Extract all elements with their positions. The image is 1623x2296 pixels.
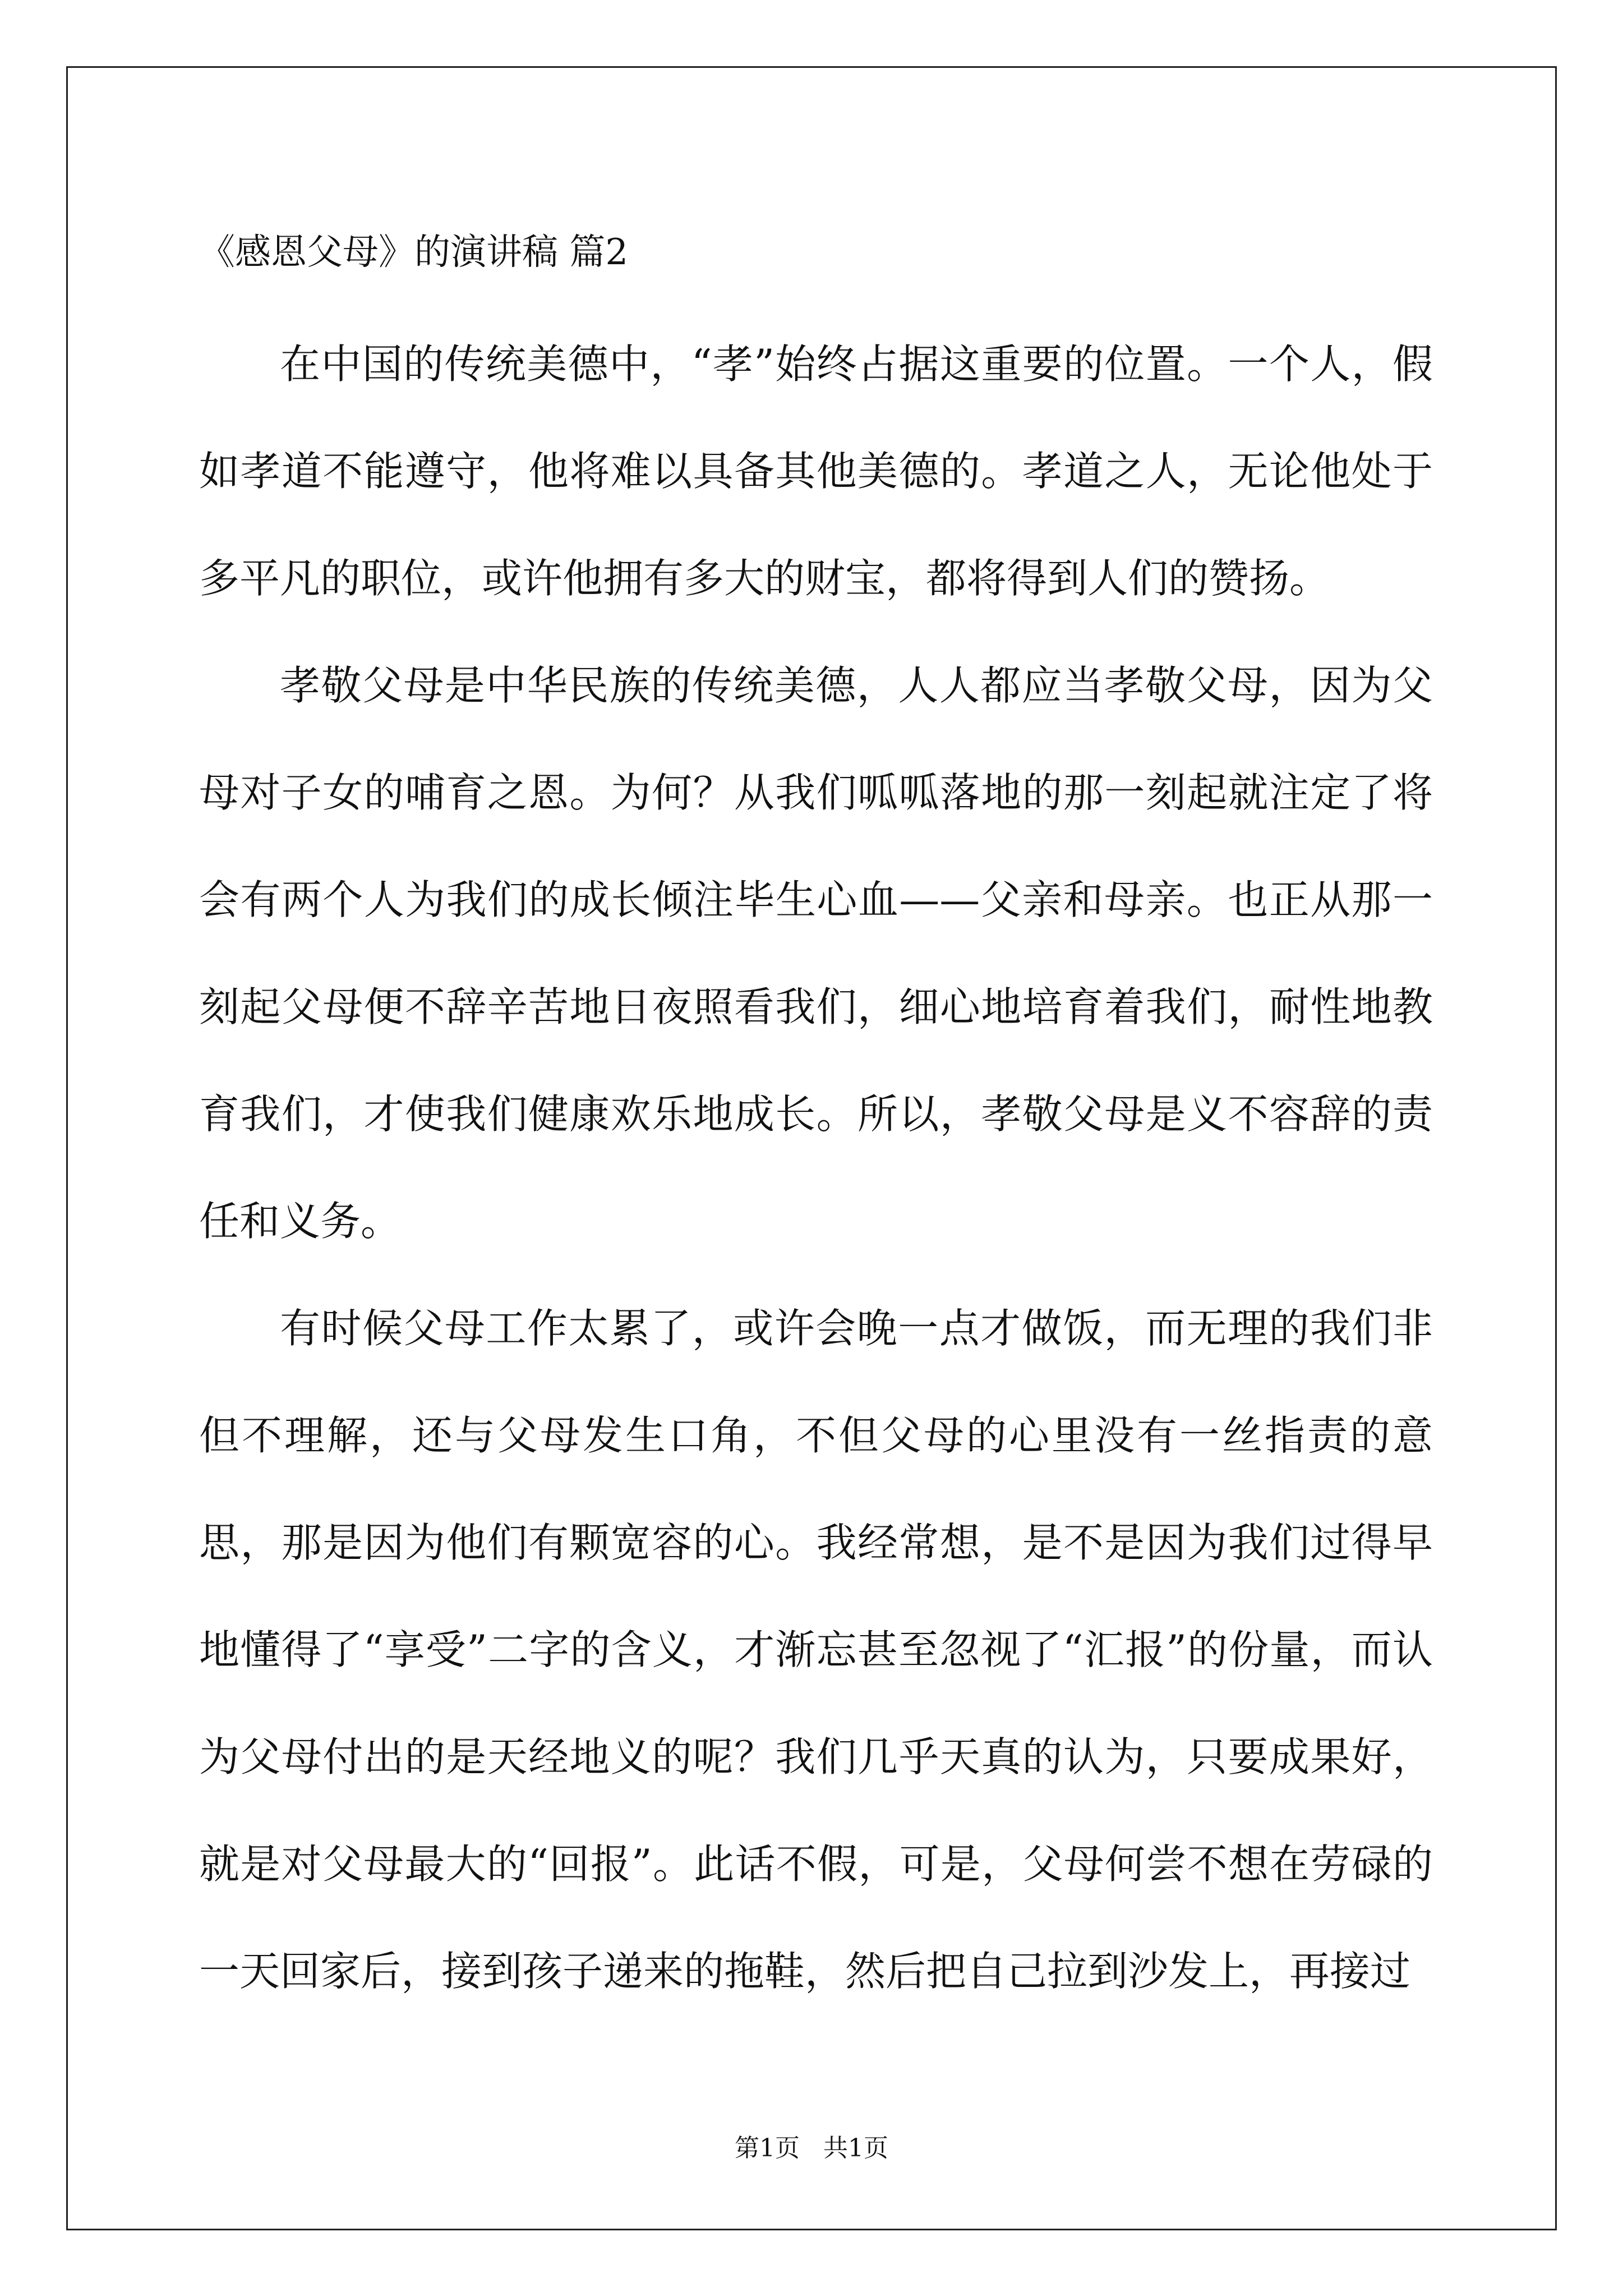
paragraph-3: 有时候父母工作太累了，或许会晚一点才做饭，而无理的我们非但不理解，还与父母发生口角，不但父母的心里没有一丝指责的意思，那是因为他们有颗宽容的心。我经常想，是不是因为我们过得早地懂得了“享受”二字的含义，才渐忘甚至忽视了“汇报”的份量，而认为父母付出的是天经地义的呢？我们几乎天真的认为，只要成果好，就是对父母最大的“回报”。此话不假，可是，父母何尝不想在劳碌的一天回家后，接到孩子递来的拖鞋，然后把自己拉到沙发上，再接过 — [199, 1305, 1433, 1995]
paragraph-1: 在中国的传统美德中，“孝”始终占据这重要的位置。一个人，假如孝道不能遵守，他将难以具备其他美德的。孝道之人，无论他处于多平凡的职位，或许他拥有多大的财宝，都将得到人们的赞扬。 — [199, 341, 1433, 602]
document-title: 《感恩父母》的演讲稿 篇2 — [199, 232, 629, 273]
paragraph-2: 孝敬父母是中华民族的传统美德，人人都应当孝敬父母，因为父母对子女的哺育之恩。为何？从我们呱呱落地的那一刻起就注定了将会有两个人为我们的成长倾注毕生心血——父亲和母亲。也正从那一刻起父母便不辞辛苦地日夜照看我们，细心地培育着我们，耐性地教育我们，才使我们健康欢乐地成长。所以，孝敬父母是义不容辞的责任和义务。 — [199, 662, 1433, 1245]
document-body — [199, 219, 1433, 2025]
page-footer: 第1页 共1页 — [735, 2134, 888, 2162]
